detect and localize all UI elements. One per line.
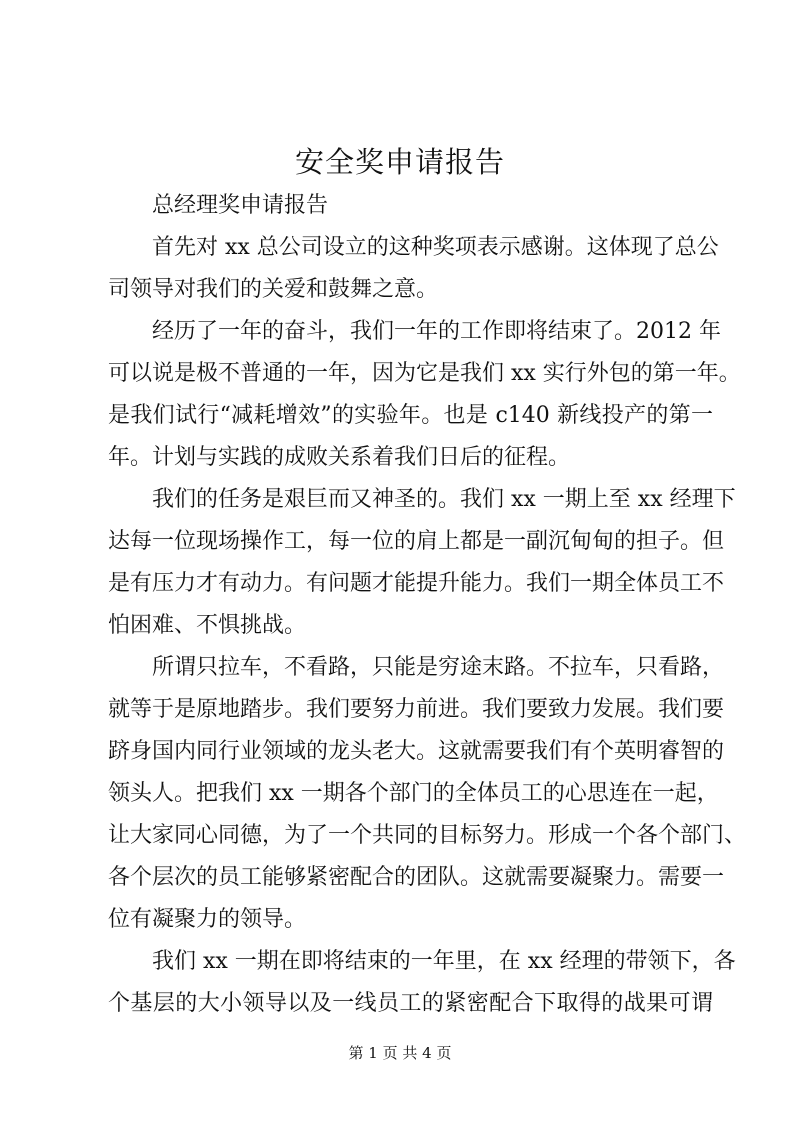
text-line: 各个层次的员工能够紧密配合的团队。这就需要凝聚力。需要一 [108, 865, 725, 890]
text-line: 可以说是极不普通的一年，因为它是我们 xx 实行外包的第一年。 [108, 361, 741, 386]
text-line: 就等于是原地踏步。我们要努力前进。我们要致力发展。我们要 [108, 697, 725, 722]
text-line: 年。计划与实践的成败关系着我们日后的征程。 [108, 445, 571, 470]
document-body [108, 185, 747, 1025]
text-line: 总经理奖申请报告 [152, 193, 329, 218]
text-line: 个基层的大小领导以及一线员工的紧密配合下取得的战果可谓 [108, 991, 713, 1016]
text-line: 是我们试行“减耗增效”的实验年。也是 c140 新线投产的第一 [108, 403, 713, 428]
text-line: 跻身国内同行业领域的龙头老大。这就需要我们有个英明睿智的 [108, 739, 725, 764]
page-footer: 第 1 页 共 4 页 [348, 1044, 452, 1062]
text-line: 首先对 xx 总公司设立的这种奖项表示感谢。这体现了总公 [152, 235, 719, 260]
text-line: 怕困难、不惧挑战。 [108, 613, 307, 638]
text-line: 位有凝聚力的领导。 [108, 907, 307, 932]
text-line: 我们的任务是艰巨而又神圣的。我们 xx 一期上至 xx 经理下 [152, 487, 736, 512]
text-line: 我们 xx 一期在即将结束的一年里，在 xx 经理的带领下，各 [152, 949, 736, 974]
text-line: 所谓只拉车，不看路，只能是穷途末路。不拉车，只看路， [152, 655, 725, 680]
text-line: 司领导对我们的关爱和鼓舞之意。 [108, 277, 439, 302]
text-line: 达每一位现场操作工，每一位的肩上都是一副沉甸甸的担子。但 [108, 529, 725, 554]
text-line: 让大家同心同德，为了一个共同的目标努力。形成一个各个部门、 [108, 823, 747, 848]
text-line: 经历了一年的奋斗，我们一年的工作即将结束了。2012 年 [152, 319, 721, 344]
document-title: 安全奖申请报告 [294, 145, 505, 179]
text-line: 领头人。把我们 xx 一期各个部门的全体员工的心思连在一起， [108, 781, 719, 806]
text-line: 是有压力才有动力。有问题才能提升能力。我们一期全体员工不 [108, 571, 725, 596]
